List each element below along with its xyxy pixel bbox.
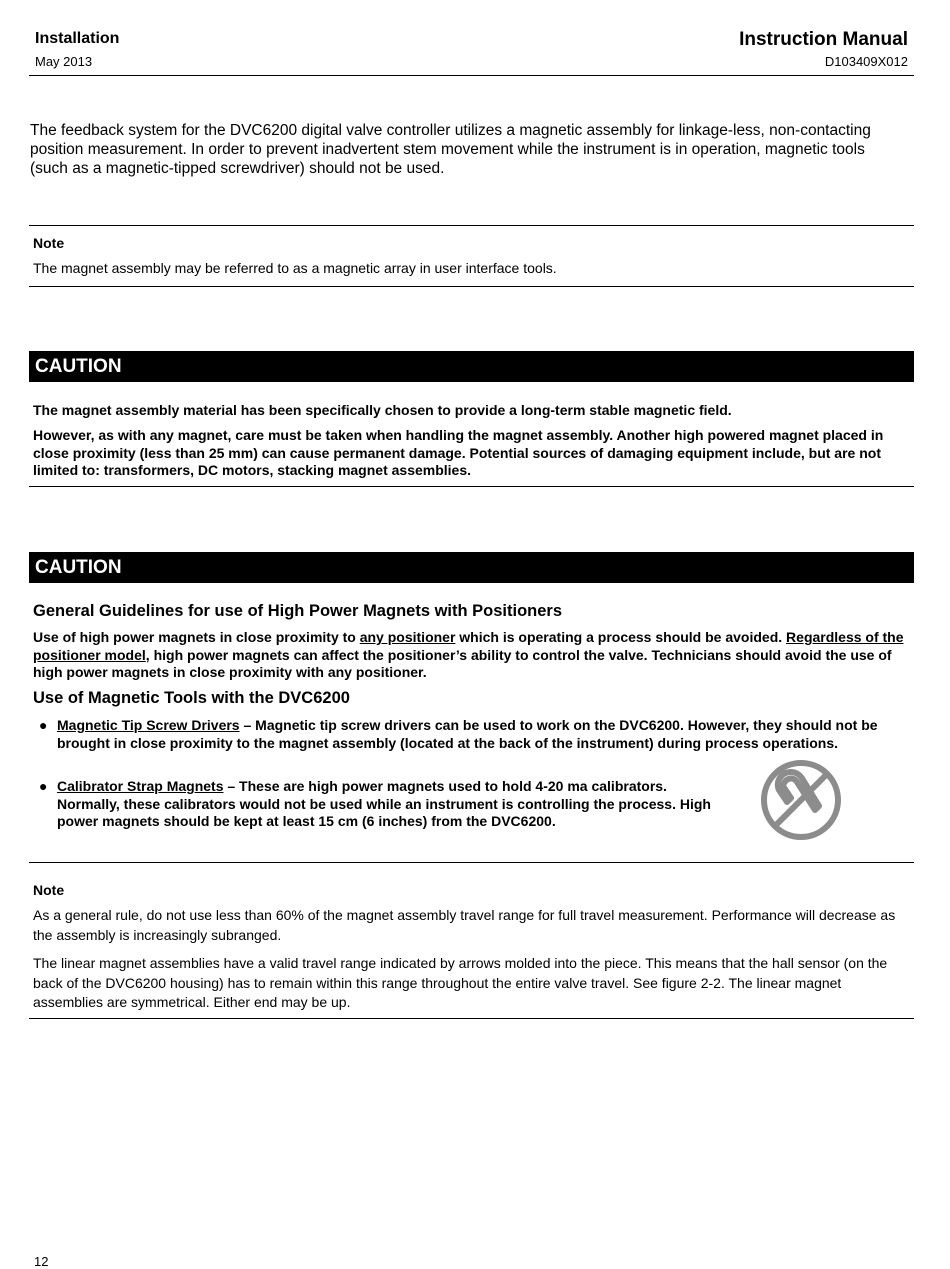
manual-title: Instruction Manual bbox=[739, 29, 908, 50]
caution2-heading-guidelines: General Guidelines for use of High Power Magnets with Positioners bbox=[33, 602, 563, 620]
note2-bottom-rule bbox=[29, 1018, 914, 1019]
caution1-paragraph-1: The magnet assembly material has been specifically chosen to provide a long-term stable magnetic field. bbox=[33, 402, 732, 418]
note1-title: Note bbox=[33, 235, 65, 251]
no-magnet-icon bbox=[757, 760, 845, 840]
document-number: D103409X012 bbox=[824, 54, 908, 69]
note2-title: Note bbox=[33, 882, 65, 898]
caution1-paragraph-2: However, as with any magnet, care must be taken when handling the magnet assembly. Another high powered magnet placed in close proximity (less than 25 mm) can cause permanent damage. Potential sources of damaging equipment include, but are not limited to: transformers, DC motors, stacking magnet assemblies. bbox=[33, 427, 884, 478]
note1-bottom-rule bbox=[29, 286, 914, 287]
bullet-strap-magnets: Calibrator Strap Magnets – These are high power magnets used to hold 4-20 ma calibrators. Normally, these calibrators would not be used while an instrument is controlling the process. High power magnets should be kept at least 15 cm (6 inches) from the DVC6200. bbox=[57, 778, 711, 829]
caution1-banner: CAUTION bbox=[29, 351, 914, 382]
bullet-screw-drivers: Magnetic Tip Screw Drivers – Magnetic tip screw drivers can be used to work on the DVC6200. However, they should not be brought in close proximity to the magnet assembly (located at the back of the instrument) during process operations. bbox=[57, 717, 878, 751]
publication-date: May 2013 bbox=[35, 54, 93, 69]
note1-text: The magnet assembly may be referred to as a magnetic array in user interface tools. bbox=[33, 260, 557, 276]
note2-paragraph-1: As a general rule, do not use less than 60% of the magnet assembly travel range for full travel measurement. Performance will decrease as the assembly is increasingly subranged. bbox=[33, 907, 896, 943]
note1-top-rule bbox=[29, 225, 914, 226]
bullet-dot: ● bbox=[39, 778, 48, 794]
caution2-banner: CAUTION bbox=[29, 552, 914, 583]
bullet-dot: ● bbox=[39, 717, 48, 733]
section-title: Installation bbox=[35, 30, 120, 47]
page-number: 12 bbox=[34, 1254, 49, 1269]
caution1-bottom-rule bbox=[29, 486, 914, 487]
caution2-heading-tools: Use of Magnetic Tools with the DVC6200 bbox=[33, 689, 350, 707]
caution2-guidelines-paragraph: Use of high power magnets in close proximity to any positioner which is operating a process should be avoided. Regardless of the positioner model, high power magnets can affect the positioner’s ability to control the valve. Technicians should avoid the use of high power magnets in close proximity with any positioner. bbox=[33, 629, 904, 680]
intro-paragraph: The feedback system for the DVC6200 digital valve controller utilizes a magnetic assembly for linkage-less, non-contacting position measurement. In order to prevent inadvertent stem movement while the instrument is in operation, magnetic tools (such as a magnetic-tipped screwdriver) should not be used. bbox=[30, 122, 871, 177]
header-divider bbox=[29, 75, 914, 76]
note2-paragraph-2: The linear magnet assemblies have a valid travel range indicated by arrows molded into the piece. This means that the hall sensor (on the back of the DVC6200 housing) has to remain within this range throughout the entire valve travel. See figure 2-2. The linear magnet assemblies are symmetrical. Either end may be up. bbox=[33, 955, 888, 1010]
note2-top-rule bbox=[29, 862, 914, 863]
